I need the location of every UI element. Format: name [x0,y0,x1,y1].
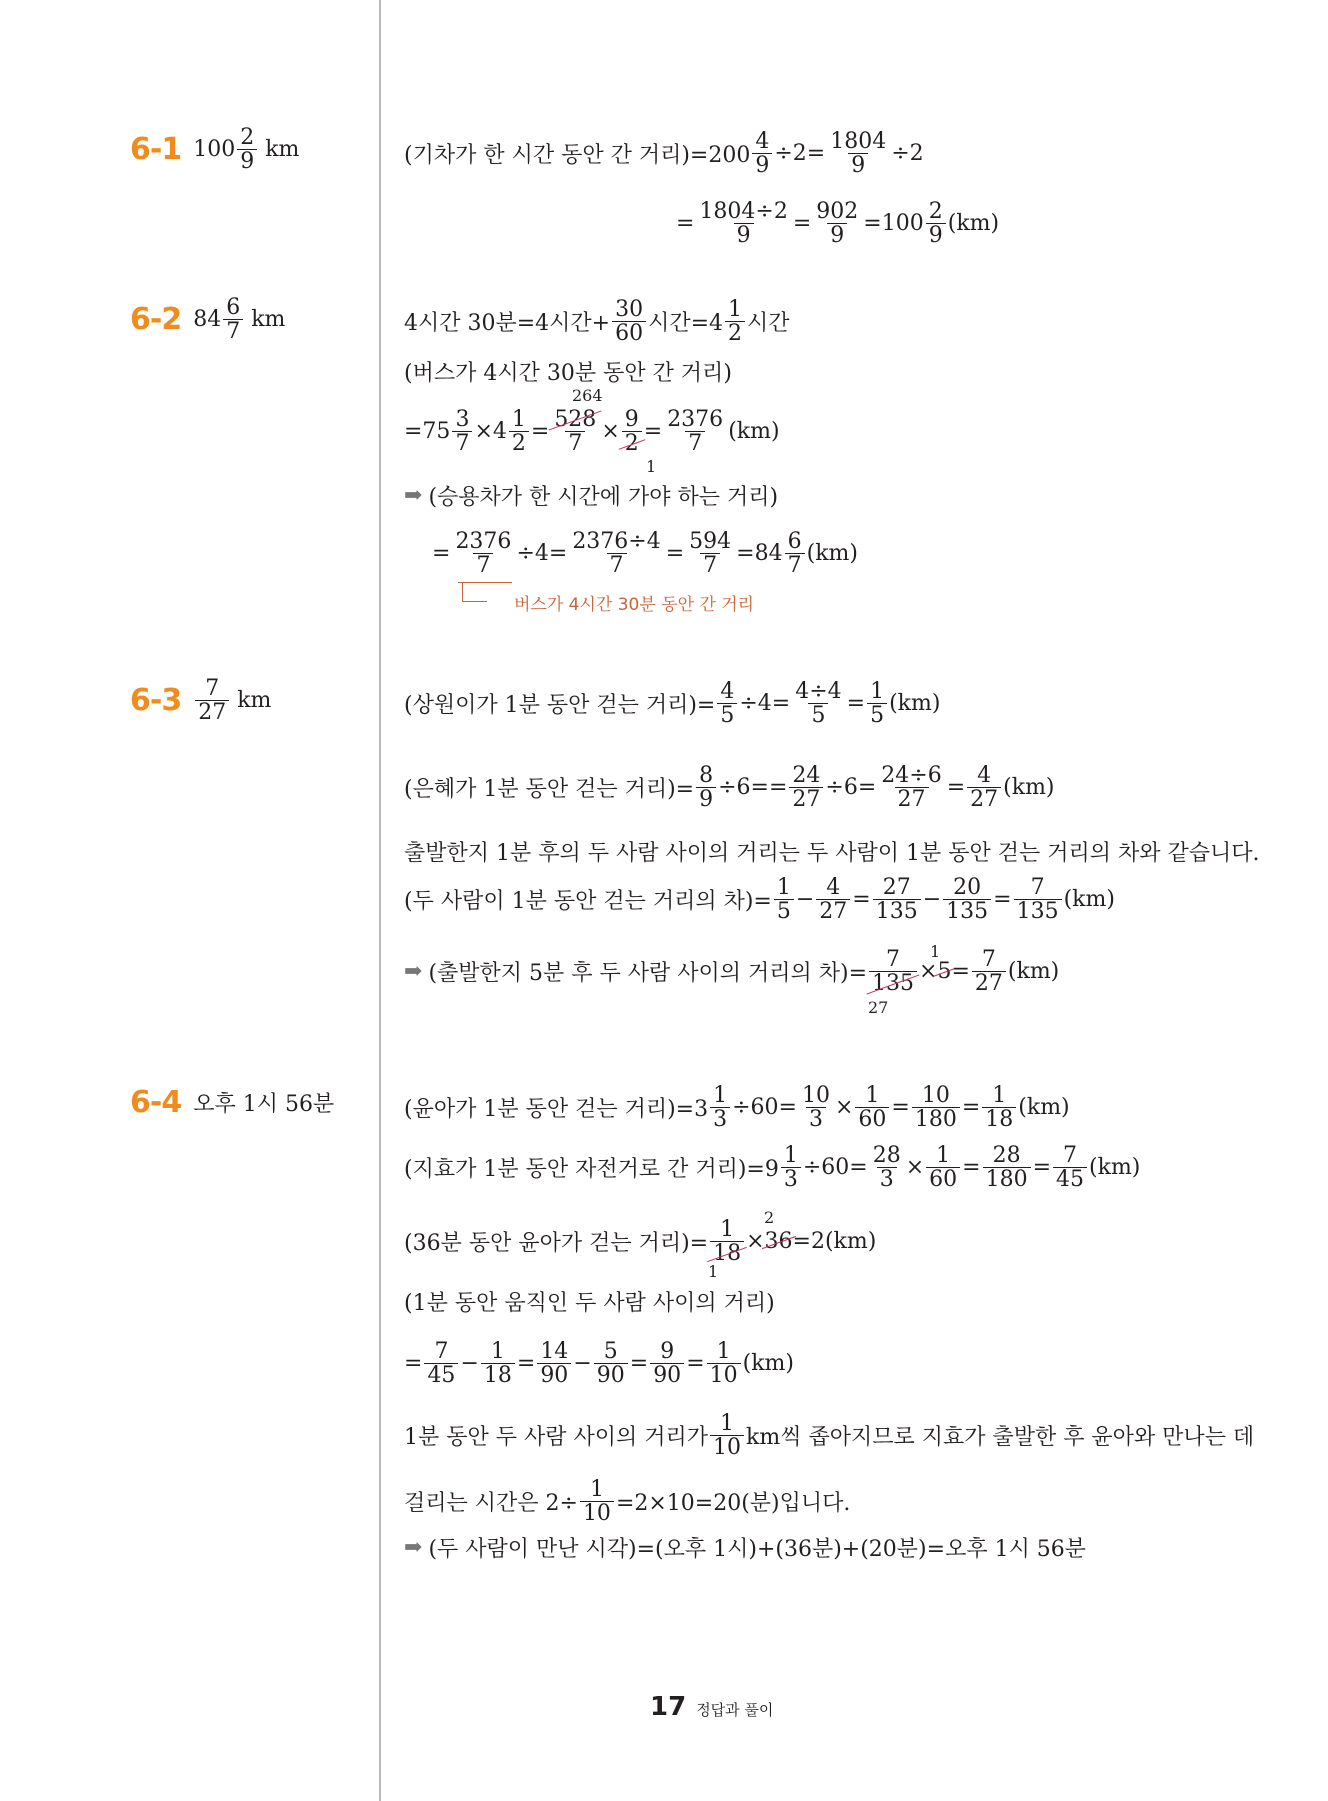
solution-6-2-line2: (버스가 4시간 30분 동안 간 거리) [404,361,732,386]
arrow-icon: ➡ [404,959,423,985]
problem-number: 6-2 [130,302,182,338]
solution-6-4-line4: (1분 동안 움직인 두 사람 사이의 거리) [404,1291,775,1316]
answer-fraction: 7 27 [195,677,229,724]
answer-whole: 84 [193,307,222,333]
answer-unit: km [251,307,286,333]
annotation-note: 버스가 4시간 30분 동안 간 거리 [514,595,755,615]
problem-number: 6-4 [130,1085,182,1120]
answer-unit: km [237,688,272,714]
solution-6-3-line3: 출발한지 1분 후의 두 사람 사이의 거리는 두 사람이 1분 동안 걷는 거리의 차와 같습니다. [404,841,1260,866]
answer-fraction: 6 7 [223,296,243,343]
problem-6-1 [130,126,299,173]
solution-6-4-line8: ➡ (두 사람이 만난 시각)=(오후 1시)+(36분)+(20분)=오후 1시 56분 [404,1535,1087,1562]
problem-6-4 [130,1085,334,1120]
cancel-mark: 1 [930,942,941,961]
cancel-mark: 2 [764,1208,775,1227]
page-number: 17 [650,1692,687,1722]
solution-6-3-line2: (은혜가 1분 동안 걷는 거리)= $\frac{8}{9}$ ÷6== $\frac{24}{27}$ ÷6= $\frac{24\div 6}{27}$ = $\frac{4}{27}$ (km) [404,763,1055,813]
arrow-icon: ➡ [404,483,423,508]
answer-text: 오후 1시 56분 [193,1092,335,1117]
answer-unit: km [265,137,300,163]
annotation-bracket [462,583,487,602]
problem-6-3 [130,677,271,724]
cancel-mark: 264 [572,386,603,405]
page-footer [650,1692,773,1722]
solution-6-2-line3: =75 $\frac{3}{7}$ ×4 $\frac{1}{2}$ = $\frac{528}{7}$ × $\frac{9}{2}$ = $\frac{2376}{7}$ (km) [404,407,780,457]
solution-6-2-line1: 4시간 30분=4시간+ $\frac{30}{60}$ 시간=4 1 2 시간 [404,297,790,347]
solution-6-4-line1: (윤아가 1분 동안 걷는 거리)=3 $\frac{1}{3}$ ÷60= $\frac{10}{3}$ × $\frac{1}{60}$ = $\frac{10}{180}$ = $\frac{1}{18}$ (km) [404,1083,1070,1133]
arrow-icon: ➡ [404,1535,423,1560]
solution-6-3-line1: (상원이가 1분 동안 걷는 거리)= $\frac{4}{5}$ ÷4= $\frac{4\div 4}{5}$ = $\frac{1}{5}$ (km) [404,679,941,729]
solution-6-4-line6: 1분 동안 두 사람 사이의 거리가 1 10 km씩 좁아지므로 지효가 출발한 후 윤아와 만나는 데 [404,1411,1255,1461]
solution-6-3-line5: ➡ (출발한지 5분 후 두 사람 사이의 거리의 차)= $\frac{7}{135}$ × 5 = $\frac{7}{27}$ (km) [404,947,1060,997]
solution-6-1-line1: (기차가 한 시간 동안 간 거리)=200 $\frac{4}{9}$ ÷2= $\frac{1804}{9}$ ÷2 [404,129,924,179]
problem-number: 6-3 [130,683,182,719]
solution-6-4-line7: 걸리는 시간은 2÷ $\frac{1}{10}$ =2×10=20(분)입니다. [404,1477,851,1527]
solution-6-2-line4: ➡ (승용차가 한 시간에 가야 하는 거리) [404,483,779,510]
column-divider [379,0,381,1801]
answer-fraction: 2 9 [237,126,257,173]
solution-6-4-line2: (지효가 1분 동안 자전거로 간 거리)=9 $\frac{1}{3}$ ÷60= $\frac{28}{3}$ × $\frac{1}{60}$ = $\frac{28}{180}$ = $\frac{7}{45}$ (km) [404,1143,1141,1193]
solution-6-1-line2: = $\frac{1804\div 2}{9}$ = $\frac{902}{9}$ =100 2 9 (km) [676,199,1000,249]
solution-6-3-line4: (두 사람이 1분 동안 걷는 거리의 차)= $\frac{1}{5}$ − $\frac{4}{27}$ = $\frac{27}{135}$ − $\frac{20}{135}$ = $\frac{7}{135}$ (km) [404,875,1115,925]
problem-number: 6-1 [130,132,182,168]
cancel-mark: 27 [868,998,889,1017]
problem-6-2 [130,296,285,343]
answer-whole: 100 [193,137,236,163]
cancel-mark: 1 [646,457,657,476]
solution-6-4-line3: (36분 동안 윤아가 걷는 거리)= $\frac{1}{18}$ × 36 =2(km) [404,1217,877,1267]
footer-label: 정답과 풀이 [696,1701,774,1719]
solution-6-4-line5: = $\frac{7}{45}$ − $\frac{1}{18}$ = $\frac{14}{90}$ − $\frac{5}{90}$ = $\frac{9}{90}$ = $\frac{1}{10}$ (km) [404,1339,794,1389]
solution-6-2-line5: = $\frac{2376}{7}$ ÷4= $\frac{2376\div 4}{7}$ = $\frac{594}{7}$ =84 6 7 (km) [432,529,858,579]
cancel-mark: 1 [708,1262,719,1281]
